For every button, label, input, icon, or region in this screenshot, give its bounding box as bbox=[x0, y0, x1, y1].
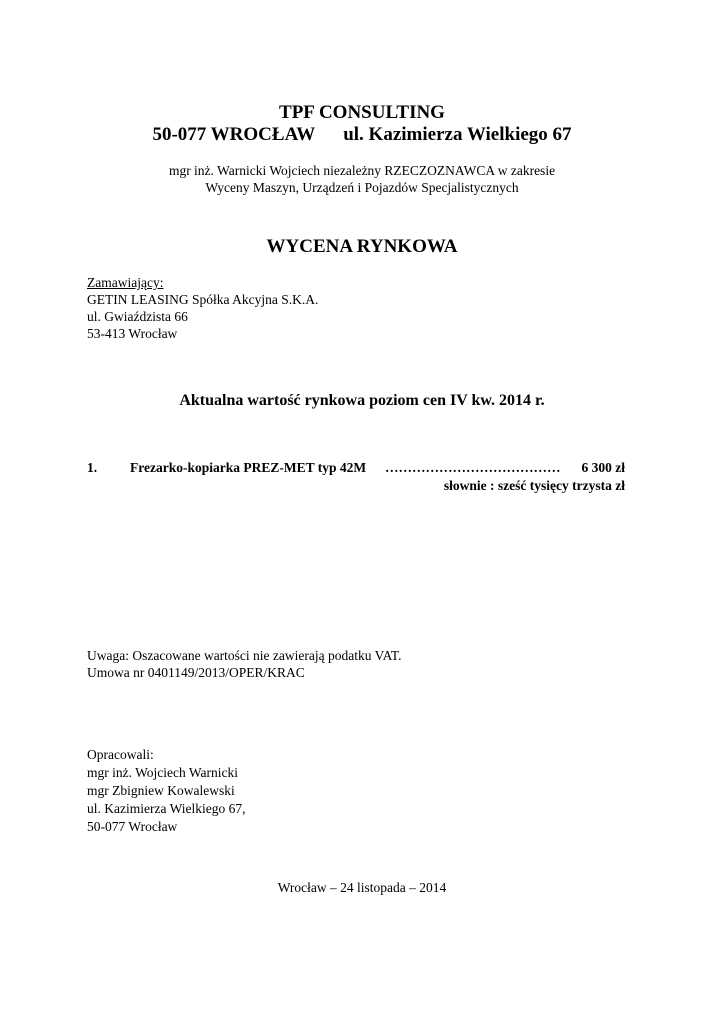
client-label: Zamawiający: bbox=[87, 275, 164, 290]
authors-label: Opracowali: bbox=[87, 747, 154, 762]
item-price: 6 300 zł bbox=[581, 460, 625, 475]
client-block bbox=[87, 274, 318, 342]
contract-number: Umowa nr 0401149/2013/OPER/KRAC bbox=[87, 665, 305, 680]
company-city: 50-077 WROCŁAW bbox=[152, 124, 316, 145]
company-name: TPF CONSULTING bbox=[279, 102, 445, 123]
client-name: GETIN LEASING Spółka Akcyjna S.K.A. bbox=[87, 292, 319, 307]
expert-line-1: mgr inż. Warnicki Wojciech niezależny RZECZOZNAWCA w zakresie bbox=[168, 163, 556, 178]
authors-city: 50-077 Wrocław bbox=[87, 819, 178, 834]
item-name: Frezarko-kopiarka PREZ-MET typ 42M bbox=[130, 460, 367, 475]
valuation-heading: Aktualna wartość rynkowa poziom cen IV kw. 2014 r. bbox=[179, 392, 545, 409]
item-number: 1. bbox=[87, 460, 98, 475]
authors-block bbox=[87, 746, 246, 836]
expert-line-2: Wyceny Maszyn, Urządzeń i Pojazdów Specjalistycznych bbox=[205, 180, 519, 195]
company-address bbox=[0, 124, 724, 146]
client-city: 53-413 Wrocław bbox=[87, 326, 178, 341]
date-line: Wrocław – 24 listopada – 2014 bbox=[277, 880, 447, 895]
company-street: ul. Kazimierza Wielkiego 67 bbox=[343, 124, 572, 145]
item-price-in-words: słownie : sześć tysięcy trzysta zł bbox=[443, 478, 625, 493]
author-1: mgr inż. Wojciech Warnicki bbox=[87, 765, 239, 780]
vat-note: Uwaga: Oszacowane wartości nie zawierają podatku VAT. bbox=[87, 648, 402, 663]
notes-block bbox=[87, 647, 402, 681]
authors-street: ul. Kazimierza Wielkiego 67, bbox=[87, 801, 246, 816]
document-title: WYCENA RYNKOWA bbox=[266, 236, 458, 257]
client-street: ul. Gwiaździsta 66 bbox=[87, 309, 188, 324]
author-2: mgr Zbigniew Kowalewski bbox=[87, 783, 235, 798]
item-dots-leader: ………………………………… bbox=[385, 460, 561, 475]
